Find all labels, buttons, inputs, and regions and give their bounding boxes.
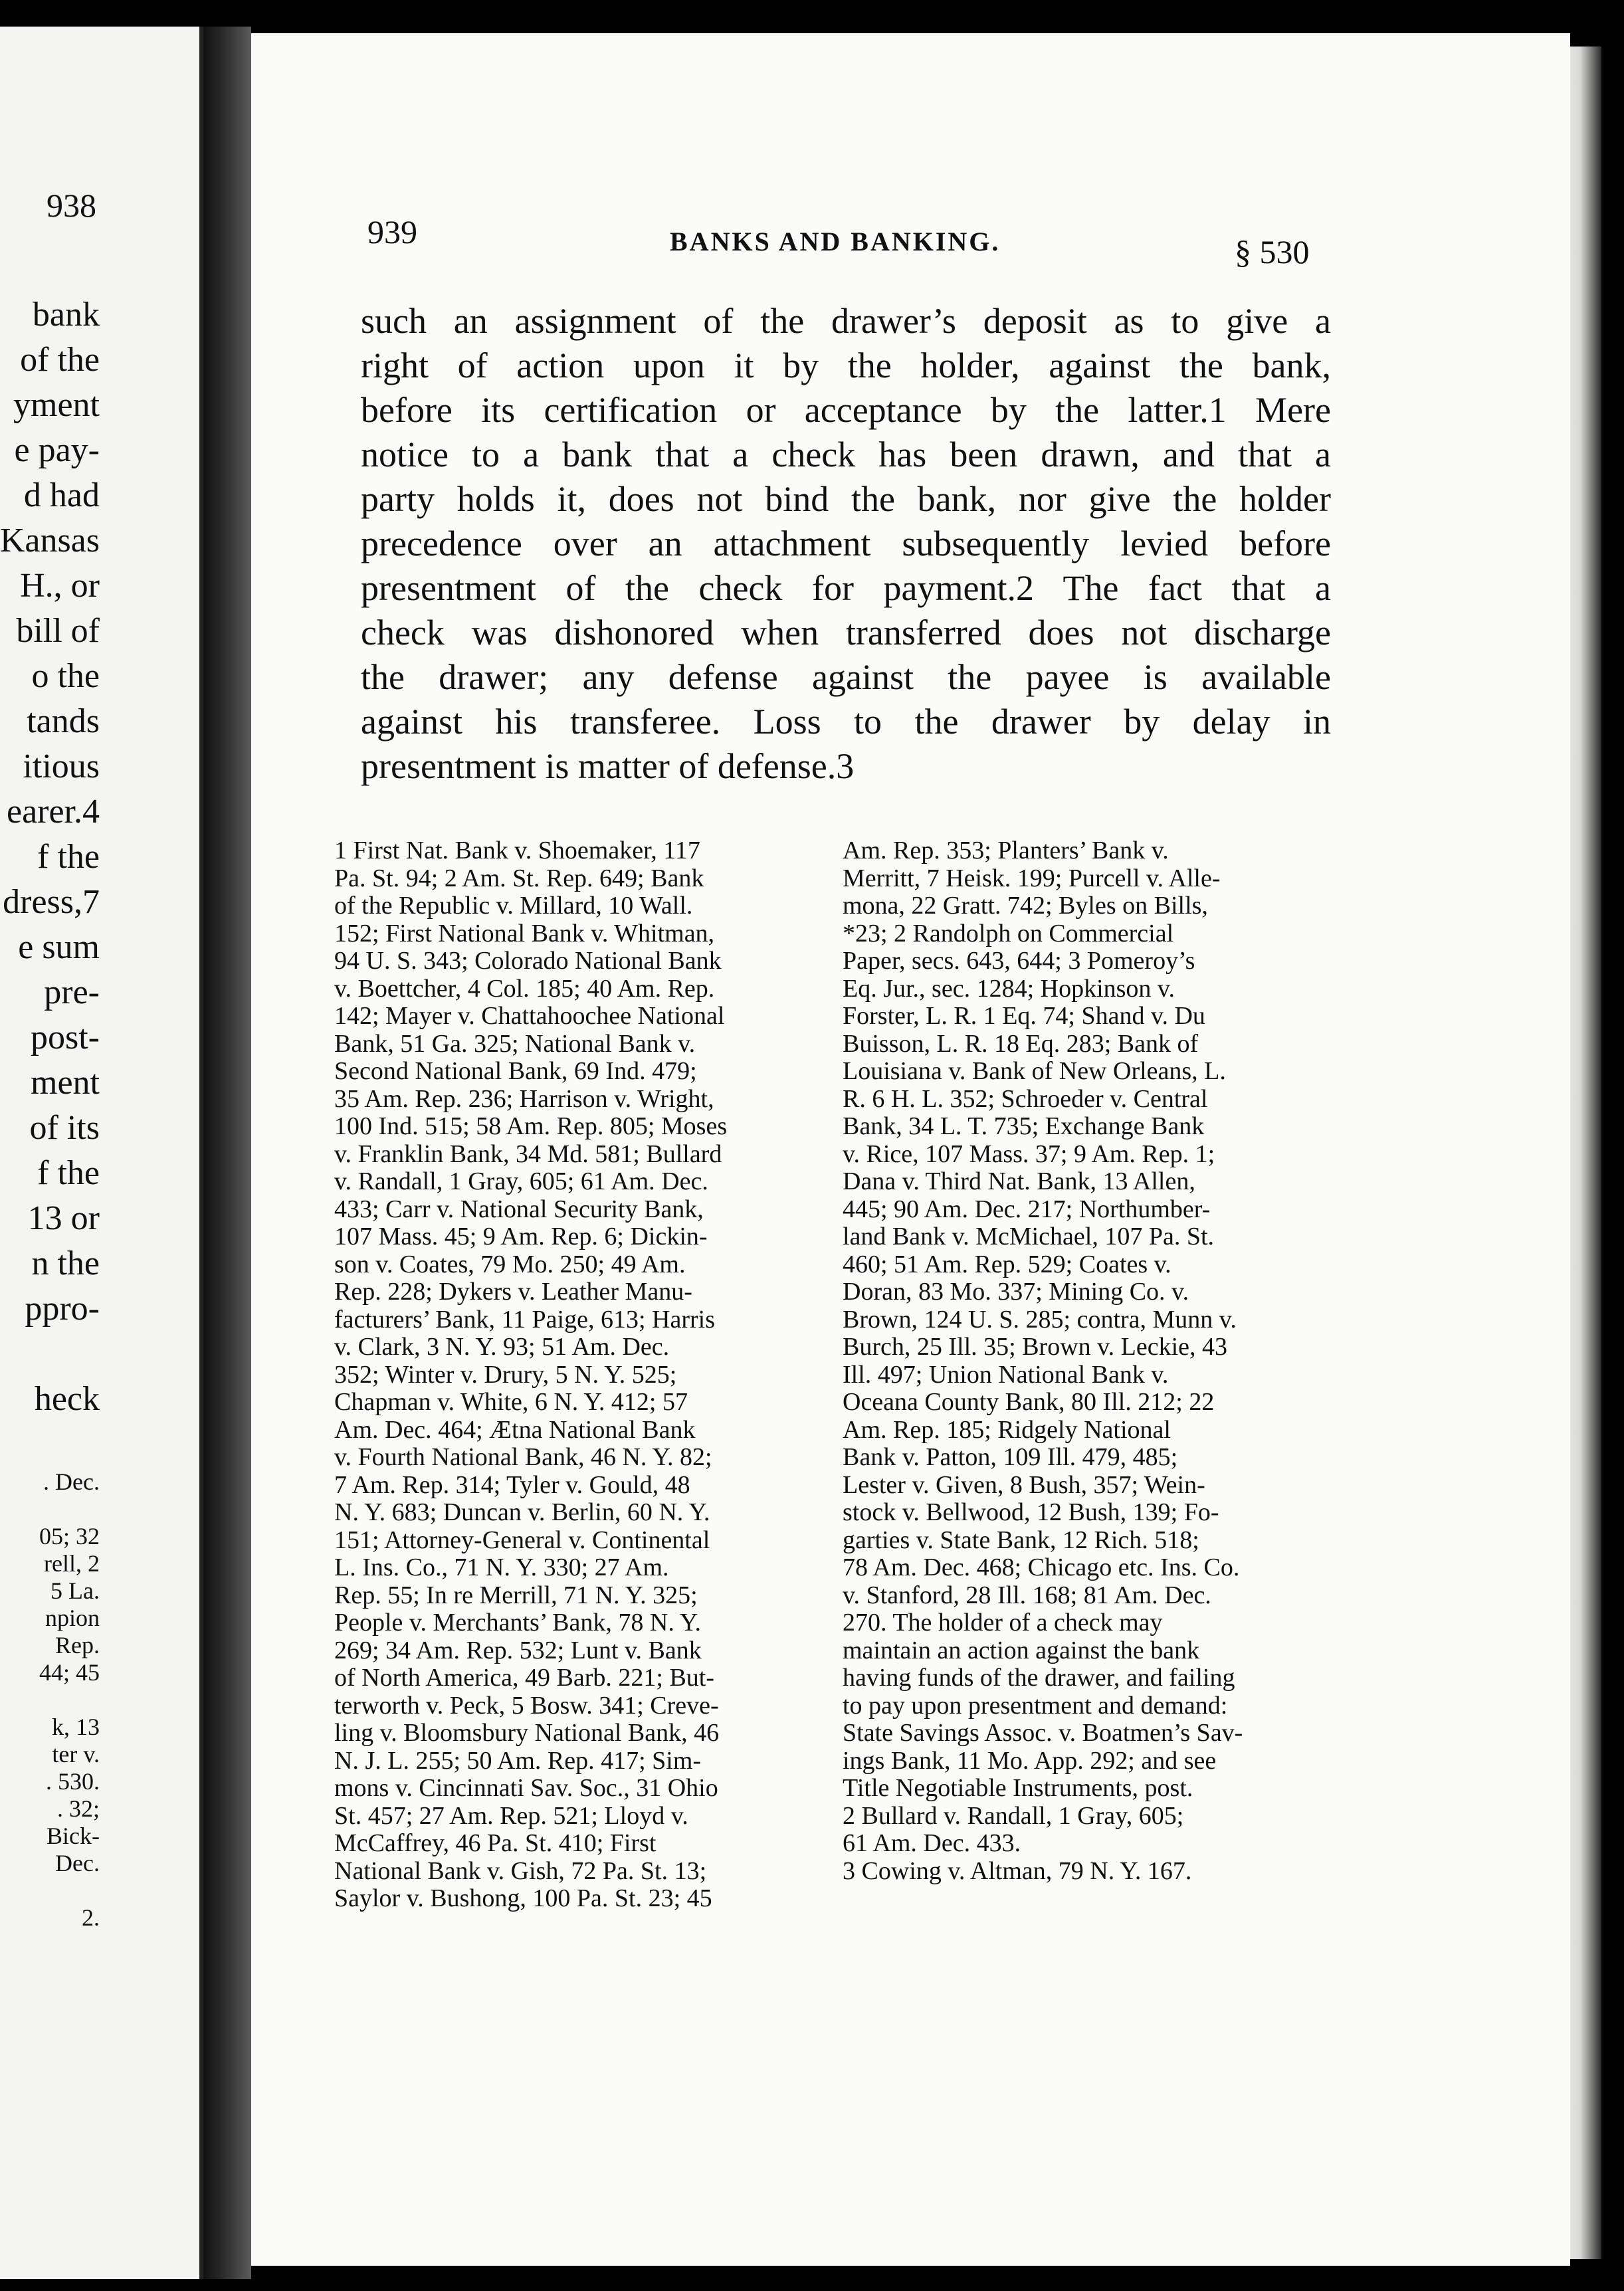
footnote-line: of North America, 49 Barb. 221; But- <box>334 1664 715 1692</box>
left-page-note-line: npion <box>45 1605 100 1631</box>
footnote-line: Paper, secs. 643, 644; 3 Pomeroy’s <box>843 947 1195 975</box>
body-line: notice to a bank that a check has been drawn, and that a <box>361 435 1331 474</box>
left-page-note-line <box>39 1877 100 1904</box>
left-page-note-line: Dec. <box>55 1850 100 1876</box>
footnote-line: 61 Am. Dec. 433. <box>843 1830 1021 1857</box>
left-page-note-line: Rep. <box>55 1632 100 1658</box>
body-paragraph <box>361 299 1331 789</box>
footnote-line: State Savings Assoc. v. Boatmen’s Sav- <box>843 1720 1243 1747</box>
left-page-line: of the <box>20 341 100 379</box>
footnote-line: son v. Coates, 79 Mo. 250; 49 Am. <box>334 1250 686 1278</box>
footnote-line: v. Boettcher, 4 Col. 185; 40 Am. Rep. <box>334 975 715 1003</box>
left-page-line: bill of <box>16 612 100 650</box>
footnote-line: Lester v. Given, 8 Bush, 357; Wein- <box>843 1471 1205 1499</box>
page-number: 939 <box>367 213 417 250</box>
left-page-line: post- <box>31 1019 100 1056</box>
footnote-line: L. Ins. Co., 71 N. Y. 330; 27 Am. <box>334 1554 669 1581</box>
left-page-note-line: k, 13 <box>52 1714 100 1740</box>
left-page-line: ppro- <box>25 1290 100 1328</box>
left-page-footnotes <box>39 1468 100 1932</box>
left-page-line: ment <box>31 1064 100 1102</box>
left-page-note-line: 5 La. <box>51 1577 100 1604</box>
footnote-line: Pa. St. 94; 2 Am. St. Rep. 649; Bank <box>334 864 704 892</box>
footnote-line: People v. Merchants’ Bank, 78 N. Y. <box>334 1609 701 1637</box>
footnote-line: maintain an action against the bank <box>843 1637 1200 1664</box>
left-page-line: e pay- <box>14 431 100 469</box>
footnote-line: Am. Rep. 185; Ridgely National <box>843 1416 1171 1444</box>
footnote-line: 35 Am. Rep. 236; Harrison v. Wright, <box>334 1085 714 1113</box>
footnote-line: 78 Am. Dec. 468; Chicago etc. Ins. Co. <box>843 1554 1240 1581</box>
left-page-line: of its <box>29 1109 100 1147</box>
footnote-line: v. Fourth National Bank, 46 N. Y. 82; <box>334 1444 712 1471</box>
running-head: BANKS AND BANKING. <box>670 227 1001 256</box>
footnote-line: Louisiana v. Bank of New Orleans, L. <box>843 1058 1226 1085</box>
footnote-line: 352; Winter v. Drury, 5 N. Y. 525; <box>334 1361 677 1389</box>
body-line: check was dishonored when transferred does not discharge <box>361 613 1331 652</box>
footnote-line: 107 Mass. 45; 9 Am. Rep. 6; Dickin- <box>334 1223 708 1250</box>
footnote-line: of the Republic v. Millard, 10 Wall. <box>334 892 693 920</box>
book-gutter <box>203 27 251 2279</box>
footnote-line: ling v. Bloomsbury National Bank, 46 <box>334 1720 720 1747</box>
footnote-line: Am. Dec. 464; Ætna National Bank <box>334 1416 696 1444</box>
left-page-note-line: . 32; <box>56 1795 100 1822</box>
footnote-line: 269; 34 Am. Rep. 532; Lunt v. Bank <box>334 1637 702 1664</box>
footnote-line: v. Stanford, 28 Ill. 168; 81 Am. Dec. <box>843 1581 1211 1609</box>
footnote-line: stock v. Bellwood, 12 Bush, 139; Fo- <box>843 1499 1219 1526</box>
footnote-line: Bank v. Patton, 109 Ill. 479, 485; <box>843 1444 1178 1471</box>
footnote-line: McCaffrey, 46 Pa. St. 410; First <box>334 1830 657 1857</box>
left-page-line: bank <box>32 296 100 334</box>
left-page-note-line: rell, 2 <box>44 1550 100 1577</box>
footnote-line: 3 Cowing v. Altman, 79 N. Y. 167. <box>843 1857 1192 1885</box>
body-line: before its certification or acceptance by the latter.1 Mere <box>361 390 1331 430</box>
footnote-line: 2 Bullard v. Randall, 1 Gray, 605; <box>843 1802 1184 1830</box>
left-page-text <box>0 292 100 1422</box>
footnote-line: 151; Attorney-General v. Continental <box>334 1526 710 1554</box>
footnote-line: Forster, L. R. 1 Eq. 74; Shand v. Du <box>843 1003 1205 1030</box>
left-page-line: dress,7 <box>3 883 100 921</box>
footnote-line: ings Bank, 11 Mo. App. 292; and see <box>843 1747 1217 1775</box>
left-page-note-line: Bick- <box>47 1823 100 1849</box>
footnote-line: v. Franklin Bank, 34 Md. 581; Bullard <box>334 1140 722 1168</box>
left-page-line: o the <box>31 657 100 695</box>
footnote-line: National Bank v. Gish, 72 Pa. St. 13; <box>334 1857 707 1885</box>
footnote-line: 100 Ind. 515; 58 Am. Rep. 805; Moses <box>334 1113 728 1140</box>
body-line: party holds it, does not bind the bank, nor give the holder <box>361 479 1331 519</box>
footnote-line: N. J. L. 255; 50 Am. Rep. 417; Sim- <box>334 1747 702 1775</box>
footnote-line: 445; 90 Am. Dec. 217; Northumber- <box>843 1195 1211 1223</box>
footnote-line: terworth v. Peck, 5 Bosw. 341; Creve- <box>334 1692 719 1720</box>
footnote-line: N. Y. 683; Duncan v. Berlin, 60 N. Y. <box>334 1499 710 1526</box>
body-line: presentment of the check for payment.2 The fact that a <box>361 568 1331 608</box>
footnote-line: mons v. Cincinnati Sav. Soc., 31 Ohio <box>334 1775 718 1802</box>
body-line: precedence over an attachment subsequently levied before <box>361 524 1331 563</box>
footnote-line: 1 First Nat. Bank v. Shoemaker, 117 <box>334 837 700 864</box>
footnote-line: facturers’ Bank, 11 Paige, 613; Harris <box>334 1306 715 1334</box>
footnote-line: Title Negotiable Instruments, post. <box>843 1775 1193 1802</box>
left-page-note-line <box>39 1686 100 1714</box>
left-page-note-line <box>39 1496 100 1523</box>
footnote-line: Bank, 51 Ga. 325; National Bank v. <box>334 1030 696 1058</box>
footnote-line: having funds of the drawer, and failing <box>843 1664 1235 1692</box>
left-page-note-line: ter v. <box>52 1741 100 1767</box>
footnote-line: *23; 2 Randolph on Commercial <box>843 920 1174 947</box>
left-page-line: e sum <box>18 928 100 966</box>
footnote-line: 433; Carr v. National Security Bank, <box>334 1195 704 1223</box>
left-page-line: tands <box>27 702 100 740</box>
footnote-line: Doran, 83 Mo. 337; Mining Co. v. <box>843 1278 1189 1306</box>
footnote-line: Saylor v. Bushong, 100 Pa. St. 23; 45 <box>334 1885 712 1912</box>
footnote-line: v. Rice, 107 Mass. 37; 9 Am. Rep. 1; <box>843 1140 1215 1168</box>
left-page-line: pre- <box>44 973 100 1011</box>
footnote-line: R. 6 H. L. 352; Schroeder v. Central <box>843 1085 1208 1113</box>
footnote-line: Burch, 25 Ill. 35; Brown v. Leckie, 43 <box>843 1334 1228 1361</box>
footnote-line: Buisson, L. R. 18 Eq. 283; Bank of <box>843 1030 1199 1058</box>
body-line: the drawer; any defense against the payee is available <box>361 657 1331 697</box>
left-page-note-line: . 530. <box>46 1768 100 1795</box>
footnote-line: v. Clark, 3 N. Y. 93; 51 Am. Dec. <box>334 1334 670 1361</box>
left-page-note-line: 44; 45 <box>39 1659 100 1686</box>
footnote-line: v. Randall, 1 Gray, 605; 61 Am. Dec. <box>334 1168 708 1195</box>
footnote-line: Brown, 124 U. S. 285; contra, Munn v. <box>843 1306 1237 1334</box>
footnote-line: St. 457; 27 Am. Rep. 521; Lloyd v. <box>334 1802 688 1830</box>
footnote-line: Oceana County Bank, 80 Ill. 212; 22 <box>843 1389 1215 1416</box>
left-page-line: n the <box>31 1245 100 1282</box>
left-page-line: earer.4 <box>6 793 100 831</box>
footnote-line: 7 Am. Rep. 314; Tyler v. Gould, 48 <box>334 1471 690 1499</box>
left-page-line: f the <box>37 1154 100 1192</box>
footnote-line: Bank, 34 L. T. 735; Exchange Bank <box>843 1113 1205 1140</box>
footnote-line: Merritt, 7 Heisk. 199; Purcell v. Alle- <box>843 864 1221 892</box>
left-page-number: 938 <box>47 187 96 224</box>
footnotes-left-column <box>334 837 799 1913</box>
footnote-line: garties v. State Bank, 12 Rich. 518; <box>843 1526 1199 1554</box>
left-page-line <box>0 1332 100 1377</box>
footnote-line: Am. Rep. 353; Planters’ Bank v. <box>843 837 1169 864</box>
footnote-line: Rep. 55; In re Merrill, 71 N. Y. 325; <box>334 1581 698 1609</box>
left-page-line: 13 or <box>27 1199 100 1237</box>
right-page <box>251 33 1570 2266</box>
footnote-line: Dana v. Third Nat. Bank, 13 Allen, <box>843 1168 1195 1195</box>
footnote-line: 270. The holder of a check may <box>843 1609 1163 1637</box>
left-page-line: itious <box>23 747 100 785</box>
footnote-line: mona, 22 Gratt. 742; Byles on Bills, <box>843 892 1208 920</box>
left-page-note-line: 2. <box>82 1904 100 1931</box>
left-page-line: heck <box>34 1380 100 1418</box>
left-page-line: Kansas <box>0 522 100 559</box>
footnotes-right-column <box>843 837 1321 1885</box>
footnote-line: Eq. Jur., sec. 1284; Hopkinson v. <box>843 975 1175 1003</box>
body-line: right of action upon it by the holder, against the bank, <box>361 346 1331 385</box>
footnote-line: 142; Mayer v. Chattahoochee National <box>334 1003 725 1030</box>
footnote-line: to pay upon presentment and demand: <box>843 1692 1228 1720</box>
body-line: such an assignment of the drawer’s deposit as to give a <box>361 301 1331 341</box>
footnote-line: Rep. 228; Dykers v. Leather Manu- <box>334 1278 692 1306</box>
footnote-line: 460; 51 Am. Rep. 529; Coates v. <box>843 1250 1171 1278</box>
body-line: against his transferee. Loss to the drawer by delay in <box>361 702 1331 742</box>
left-page-line: d had <box>23 476 100 514</box>
left-page-note-line: . Dec. <box>43 1468 100 1495</box>
body-line: presentment is matter of defense.3 <box>361 746 855 786</box>
section-number: § 530 <box>1235 233 1310 270</box>
footnote-line: Chapman v. White, 6 N. Y. 412; 57 <box>334 1389 688 1416</box>
footnote-line: Ill. 497; Union National Bank v. <box>843 1361 1169 1389</box>
footnote-line: 94 U. S. 343; Colorado National Bank <box>334 947 722 975</box>
left-page-line: f the <box>37 838 100 876</box>
footnote-line: land Bank v. McMichael, 107 Pa. St. <box>843 1223 1215 1250</box>
left-page-note-line: 05; 32 <box>39 1523 100 1549</box>
left-page-line: H., or <box>20 567 100 605</box>
left-page-line: yment <box>13 386 100 424</box>
left-page <box>0 27 203 2279</box>
footnote-line: Second National Bank, 69 Ind. 479; <box>334 1058 697 1085</box>
footnote-line: 152; First National Bank v. Whitman, <box>334 920 715 947</box>
